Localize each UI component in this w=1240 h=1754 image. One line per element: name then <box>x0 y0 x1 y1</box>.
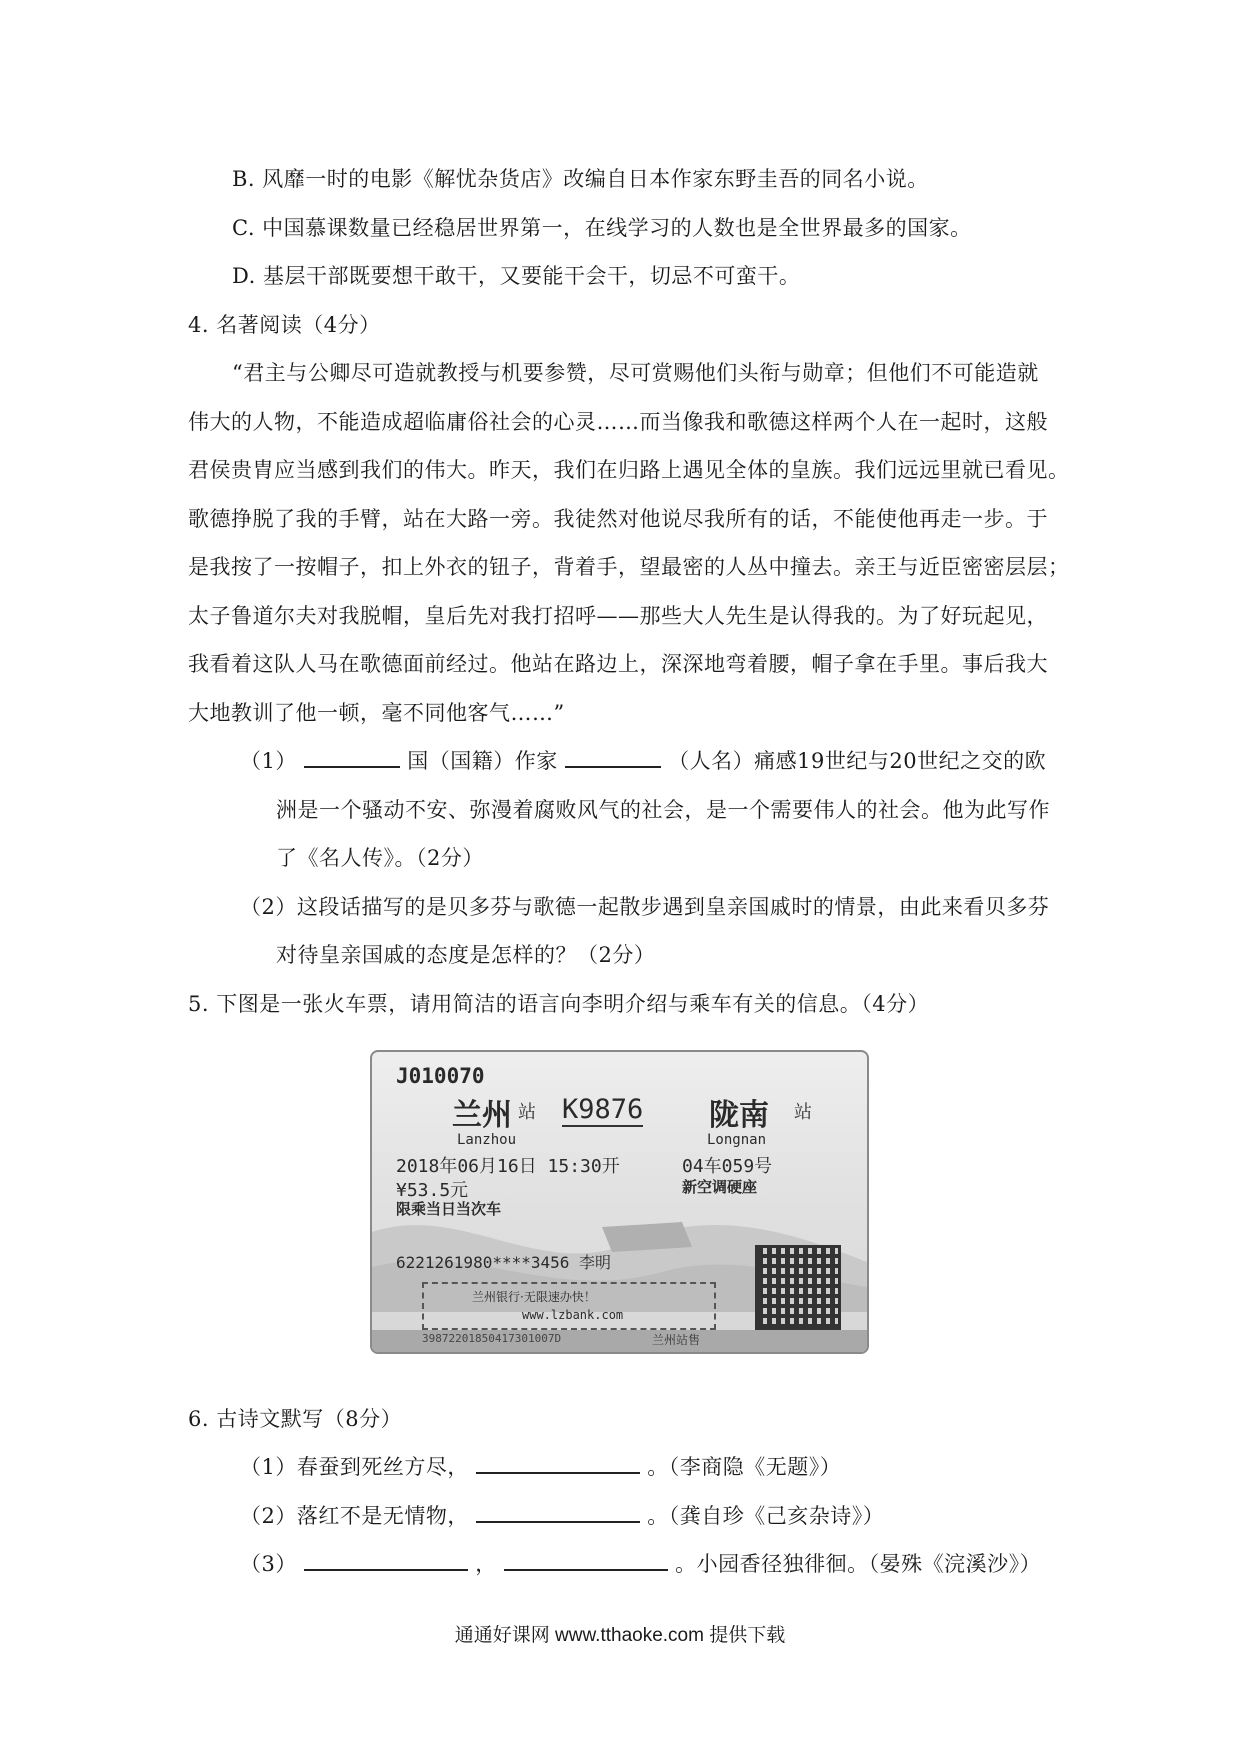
ticket-seat: 04车059号 <box>682 1156 773 1177</box>
q4-passage-line: 君侯贵胄应当感到我们的伟大。昨天，我们在归路上遇见全体的皇族。我们远远里就已看见。 <box>188 458 1070 482</box>
poem-blank-3b[interactable] <box>504 1549 668 1571</box>
poem-blank-2[interactable] <box>476 1501 640 1523</box>
ticket-price: ¥53.5元 <box>396 1180 469 1201</box>
q6-l1-suffix: 。（李商隐《无题》） <box>647 1455 842 1479</box>
q6-l3-suffix: 。小园香径独徘徊。（晏殊《浣溪沙》） <box>675 1552 1042 1576</box>
ticket-seat-type: 新空调硬座 <box>682 1178 758 1196</box>
nationality-blank[interactable] <box>304 746 400 768</box>
ticket-train-number: K9876 <box>562 1094 644 1125</box>
q6-line2 <box>240 1500 884 1530</box>
ticket-ad-site: www.lzbank.com <box>522 1308 624 1322</box>
q4-passage-line: 歌德挣脱了我的手臂，站在大路一旁。我徒然对他说尽我所有的话，不能使他再走一步。于 <box>188 507 1048 531</box>
q4-sub1-line3: 了《名人传》。（2分） <box>276 846 484 870</box>
page-footer: 通通好课网 www.tthaoke.com 提供下载 <box>454 1625 786 1646</box>
q4-title: 4. 名著阅读（4分） <box>188 313 381 337</box>
option-d: D. 基层干部既要想干敢干，又要能干会干，切忌不可蛮干。 <box>232 264 801 288</box>
q4-passage-line: 我看着这队人马在歌德面前经过。他站在路边上，深深地弯着腰，帽子拿在手里。事后我大 <box>188 652 1048 676</box>
q4-sub1-line2: 洲是一个骚动不安、弥漫着腐败风气的社会，是一个需要伟人的社会。他为此写作 <box>276 798 1050 822</box>
q6-line3 <box>240 1548 1041 1578</box>
poem-blank-1[interactable] <box>476 1452 640 1474</box>
q4-sub1-end: （人名）痛感19世纪与20世纪之交的欧 <box>668 749 1047 773</box>
ticket-from-pinyin: Lanzhou <box>457 1132 517 1148</box>
ticket-ad-text: 兰州银行·无限速办快！ <box>472 1290 596 1304</box>
ticket-to-zhan: 站 <box>794 1102 812 1123</box>
author-blank[interactable] <box>565 746 661 768</box>
ticket-serial: 39872201850417301007D <box>422 1332 562 1345</box>
ticket-from-zhan: 站 <box>518 1102 536 1123</box>
q4-passage-line: 太子鲁道尔夫对我脱帽，皇后先对我打招呼——那些大人先生是认得我的。为了好玩起见， <box>188 604 1048 628</box>
q6-l2-suffix: 。（龚自珍《己亥杂诗》） <box>647 1504 885 1528</box>
train-ticket <box>370 1050 869 1354</box>
ticket-to: 陇南 <box>709 1098 769 1133</box>
ticket-to-pinyin: Longnan <box>707 1132 767 1148</box>
ticket-code: J010070 <box>396 1064 485 1088</box>
q5-title: 5. 下图是一张火车票，请用简洁的语言向李明介绍与乘车有关的信息。（4分） <box>188 992 930 1016</box>
q4-sub1-label: （1） <box>240 749 297 773</box>
q4-passage-line: 大地教训了他一顿，毫不同他客气……” <box>188 701 565 725</box>
q6-line1 <box>240 1451 841 1481</box>
ticket-station-sale: 兰州站售 <box>652 1333 701 1347</box>
ticket-datetime: 2018年06月16日 15:30开 <box>396 1156 620 1177</box>
q4-passage-line: “君主与公卿尽可造就教授与机要参赞，尽可赏赐他们头衔与勋章；但他们不可能造就 <box>232 361 1039 385</box>
q4-sub2-line1: （2）这段话描写的是贝多芬与歌德一起散步遇到皇亲国戚时的情景，由此来看贝多芬 <box>240 895 1050 919</box>
q6-l3-comma: ， <box>475 1552 497 1576</box>
q4-sub1 <box>240 745 1046 775</box>
option-c: C. 中国慕课数量已经稳居世界第一，在线学习的人数也是全世界最多的国家。 <box>232 216 972 240</box>
q6-l3-prefix: （3） <box>240 1552 297 1576</box>
ticket-validity: 限乘当日当次车 <box>396 1200 502 1218</box>
ticket-from: 兰州 <box>452 1098 512 1133</box>
q6-l1-prefix: （1）春蚕到死丝方尽， <box>240 1455 469 1479</box>
q6-l2-prefix: （2）落红不是无情物， <box>240 1504 469 1528</box>
q4-sub2-line2: 对待皇亲国戚的态度是怎样的？（2分） <box>276 943 656 967</box>
q4-passage-line: 伟大的人物，不能造成超临庸俗社会的心灵……而当像我和歌德这样两个人在一起时，这般 <box>188 410 1048 434</box>
qr-code <box>755 1245 841 1331</box>
q4-passage-line: 是我按了一按帽子，扣上外衣的钮子，背着手，望最密的人丛中撞去。亲王与近臣密密层层； <box>188 555 1070 579</box>
poem-blank-3a[interactable] <box>304 1549 468 1571</box>
q4-sub1-mid: 国（国籍）作家 <box>407 749 558 773</box>
q6-title: 6. 古诗文默写（8分） <box>188 1407 403 1431</box>
option-b: B. 风靡一时的电影《解忧杂货店》改编自日本作家东野圭吾的同名小说。 <box>232 167 929 191</box>
ticket-id-name: 6221261980****3456 李明 <box>396 1253 612 1272</box>
